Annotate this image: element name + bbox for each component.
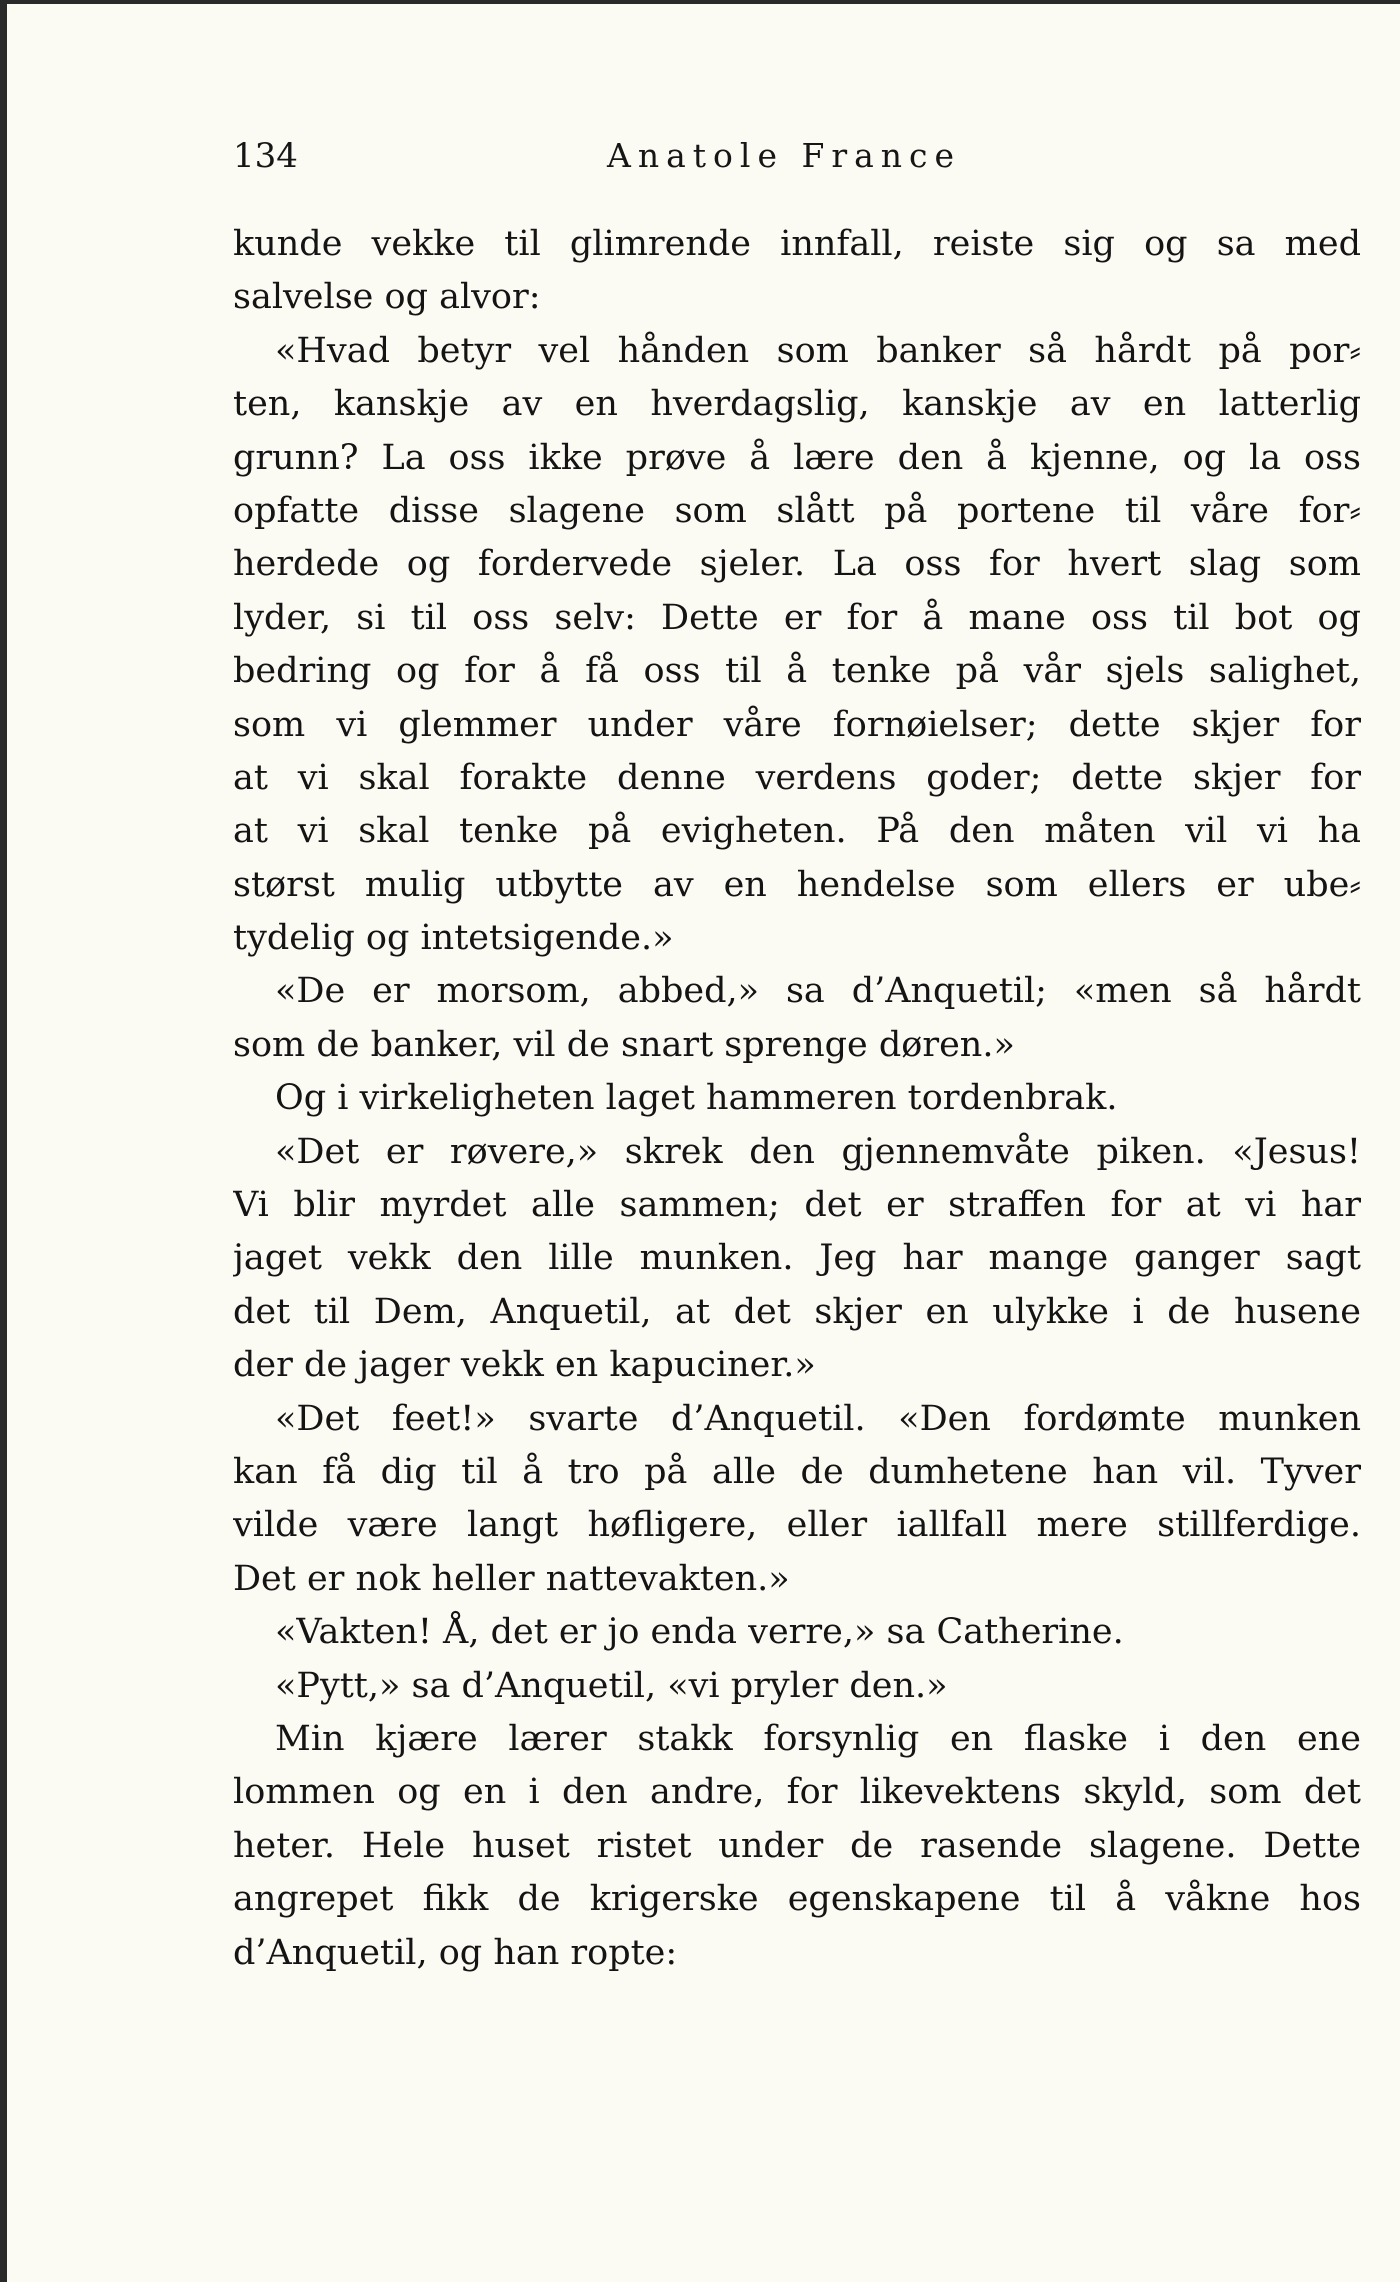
text-line: tydelig og intetsigende.»	[233, 918, 674, 959]
text-line: ten, kanskje av en hverdagslig, kanskje av en latterlig	[233, 384, 1361, 425]
text-line: lommen og en i den andre, for likevektens skyld, som det	[233, 1772, 1361, 1813]
text-line: Det er nok heller nattevakten.»	[233, 1558, 790, 1599]
scan-edge-top	[0, 0, 1400, 4]
text-line: at vi skal forakte denne verdens goder; dette skjer for	[233, 757, 1361, 798]
scan-edge-left	[0, 0, 7, 2282]
text-line: at vi skal tenke på evigheten. På den måten vil vi ha	[233, 811, 1361, 852]
text-line: heter. Hele huset ristet under de rasende slagene. Dette	[233, 1825, 1361, 1866]
text-line: herdede og fordervede sjeler. La oss for hvert slag som	[233, 544, 1361, 585]
text-line: «De er morsom, abbed,» sa d’Anquetil; «men så hårdt	[275, 971, 1361, 1012]
page-number: 134	[233, 136, 298, 176]
text-line: opfatte disse slagene som slått på portene til våre for⸗	[233, 490, 1361, 531]
text-line: kunde vekke til glimrende innfall, reiste sig og sa med	[233, 224, 1361, 264]
text-line: størst mulig utbytte av en hendelse som ellers er ube⸗	[233, 864, 1361, 905]
text-line: kan få dig til å tro på alle de dumhetene han vil. Tyver	[233, 1451, 1361, 1492]
body-text	[233, 218, 1361, 1980]
text-line: «Pytt,» sa d’Anquetil, «vi pryler den.»	[275, 1665, 948, 1706]
text-line: «Det er røvere,» skrek den gjennemvåte piken. «Jesus!	[275, 1131, 1361, 1172]
page-header	[233, 136, 1361, 196]
text-line: bedring og for å få oss til å tenke på vår sjels salighet,	[233, 651, 1361, 692]
text-line: Min kjære lærer stakk forsynlig en flaske i den ene	[275, 1718, 1361, 1759]
running-head: Anatole France	[607, 136, 962, 175]
text-line: d’Anquetil, og han ropte:	[233, 1932, 678, 1973]
text-line: vilde være langt høfligere, eller iallfall mere stillferdige.	[233, 1505, 1361, 1546]
text-line: som de banker, vil de snart sprenge døren.»	[233, 1024, 1015, 1065]
text-line: som vi glemmer under våre fornøielser; dette skjer for	[233, 704, 1361, 745]
text-line: Vi blir myrdet alle sammen; det er straffen for at vi har	[233, 1185, 1361, 1226]
text-line: angrepet fikk de krigerske egenskapene til å våkne hos	[233, 1879, 1361, 1920]
text-line: det til Dem, Anquetil, at det skjer en ulykke i de husene	[233, 1291, 1361, 1332]
text-line: salvelse og alvor:	[233, 277, 541, 318]
text-line: «Hvad betyr vel hånden som banker så hårdt på por⸗	[275, 330, 1361, 371]
text-line: «Det feet!» svarte d’Anquetil. «Den fordømte munken	[275, 1398, 1361, 1439]
text-line: «Vakten! Å, det er jo enda verre,» sa Catherine.	[275, 1612, 1124, 1653]
text-line: der de jager vekk en kapuciner.»	[233, 1345, 816, 1386]
text-line: jaget vekk den lille munken. Jeg har mange ganger sagt	[233, 1238, 1361, 1279]
text-line: grunn? La oss ikke prøve å lære den å kjenne, og la oss	[233, 437, 1361, 478]
text-line: Og i virkeligheten laget hammeren tordenbrak.	[275, 1078, 1118, 1119]
text-line: lyder, si til oss selv: Dette er for å mane oss til bot og	[233, 597, 1361, 638]
